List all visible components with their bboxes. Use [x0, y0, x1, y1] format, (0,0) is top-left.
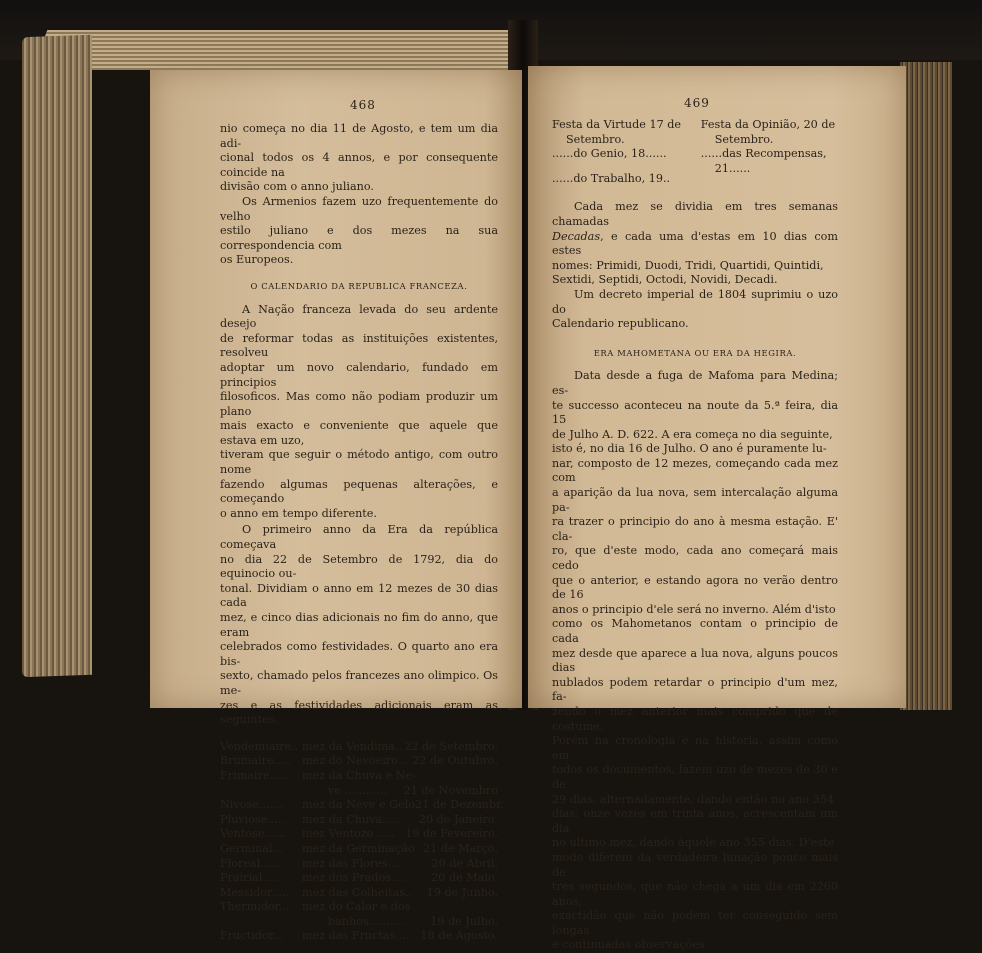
month-meaning: mez da Chuva e Ne-	[302, 768, 416, 782]
text-line: estilo juliano e dos mezes na sua correspondencia com	[220, 224, 498, 252]
text-line: como os Mahometanos contam o principio de cada	[552, 617, 838, 645]
month-row	[220, 900, 498, 915]
month-name-and-meaning	[220, 871, 405, 886]
month-name-and-meaning	[220, 842, 415, 857]
month-name: Prairial......	[220, 871, 284, 885]
month-meaning: mez das Fructas....	[302, 929, 410, 943]
text-line: tiveram que seguir o método antigo, com outro nome	[220, 448, 498, 477]
month-start-date: 19 de Julho.	[430, 914, 498, 928]
month-row	[220, 929, 498, 944]
month-name-and-meaning	[220, 784, 387, 799]
text-line: te successo aconteceu na noute da 5.ª feira, dia 15	[552, 398, 838, 427]
month-start-date: 18 de Agosto.	[420, 929, 498, 943]
month-name-and-meaning	[220, 827, 395, 842]
month-start-date: 21 de Dezembr.	[415, 798, 504, 812]
text-line: exactidão que não podem ter conseguido sem longas	[552, 909, 838, 937]
text-line: ......do Genio, 18......	[552, 147, 667, 161]
month-meaning: ve ............	[328, 783, 388, 797]
month-meaning: banhos..........	[328, 914, 405, 928]
month-meaning: mez Ventozo .....	[302, 827, 395, 841]
text-line: mais exacto e conveniente que aquele que estava em uzo,	[220, 419, 498, 447]
month-row	[220, 871, 498, 886]
text-line: no dia 22 de Setembro de 1792, dia do equinocio ou-	[220, 552, 498, 581]
text-line: nublados podem retardar o principio d'um mez, fa-	[552, 675, 838, 704]
text-line: o anno em tempo diferente.	[220, 506, 377, 520]
text-line: Calendario republicano.	[552, 317, 689, 331]
text-line: tres segundos, que não chega a um dia em 2260 anos,	[552, 880, 838, 908]
month-meaning: mez da Chuva.....	[302, 812, 400, 826]
month-start-date: 22 de Outubro.	[412, 754, 498, 768]
month-name: Ventose......	[220, 827, 286, 841]
month-meaning: mez da Neve e Gelo	[302, 798, 416, 812]
right-page-body	[552, 118, 838, 953]
month-name: Floreal......	[220, 856, 282, 870]
month-start-date: 20 de Janeiro.	[418, 812, 498, 826]
text-line: e continuadas observações.	[552, 938, 709, 952]
month-row	[220, 827, 498, 842]
month-name: Messidor.....	[220, 885, 289, 899]
month-start-date: 22 de Setembro.	[404, 739, 498, 753]
month-meaning: mez das Colheitas..	[302, 885, 413, 899]
month-name-and-meaning	[220, 900, 410, 915]
month-row	[220, 842, 498, 857]
hegira-paragraph	[552, 369, 838, 953]
text-line: Festa da Virtude 17 de	[552, 118, 682, 131]
text-line: Cada mez se dividia em tres semanas chamadas	[552, 200, 838, 228]
month-row	[220, 784, 498, 799]
text-line: Data desde a fuga de Mafoma para Medina; es-	[552, 369, 838, 397]
left-page-body	[220, 122, 504, 944]
text-line: filosoficos. Mas como não podiam produzir um plano	[220, 390, 498, 418]
text-line: isto é, no dia 16 de Julho. O ano é puramente lu-	[552, 442, 827, 456]
month-name: Frimaire.....	[220, 768, 288, 782]
month-meaning: mez da Germinação	[302, 841, 415, 855]
text-line: ra trazer o principio do ano à mesma estação. E' cla-	[552, 515, 838, 543]
decadas-paragraph	[552, 200, 838, 331]
festivals-column-left	[552, 118, 689, 186]
text-line: de Julho A. D. 622. A era começa no dia seguinte,	[552, 427, 833, 441]
month-name-and-meaning	[220, 740, 402, 755]
text-line: 21......	[714, 161, 751, 175]
month-start-date: 19 de Fevereiro.	[405, 827, 498, 841]
text-line: nio começa no dia 11 de Agosto, e tem um dia adi-	[220, 122, 498, 150]
text-line: fazendo algumas pequenas alterações, e começando	[220, 477, 498, 506]
month-start-date: 21 de Março.	[423, 841, 498, 855]
text-line: O primeiro anno da Era da república começava	[220, 523, 498, 552]
text-line: nar, composto de 12 mezes, começando cada mez com	[552, 456, 838, 485]
text-line: zes e as festividades adicionais eram as seguintes.	[220, 698, 498, 727]
text-line: sexto, chamado pelos francezes ano olimpico. Os me-	[220, 669, 498, 697]
text-line: zendo o mez anterior mais comprido que de costume.	[552, 704, 838, 733]
month-name-and-meaning	[220, 929, 410, 944]
month-name-and-meaning	[220, 769, 416, 784]
month-name-and-meaning	[220, 886, 412, 901]
text-line: a aparição da lua nova, sem intercalação alguma pa-	[552, 486, 838, 514]
month-row	[220, 915, 498, 930]
month-name: Thermidor...	[220, 900, 290, 914]
text-line: ......do Trabalho, 19..	[552, 171, 671, 185]
page-block-top-edge	[33, 30, 528, 70]
french-calendar-paragraph-1	[220, 303, 498, 522]
month-name-and-meaning	[220, 915, 404, 930]
month-name: Vendemiaire..	[220, 739, 299, 753]
month-start-date: 21 de Novembro	[403, 783, 498, 797]
month-start-date: 19 de Junho.	[426, 885, 498, 899]
text-line: Setembro.	[566, 132, 625, 146]
text-line: adoptar um novo calendario, fundado em principios	[220, 360, 498, 389]
month-name-and-meaning	[220, 798, 415, 813]
text-line: no último mez, dando àquele ano 355 dias. D'este	[552, 836, 835, 850]
month-row	[220, 769, 498, 784]
month-row	[220, 754, 498, 769]
text-line: que o anterior, e estando agora no verão dentro de 16	[552, 573, 838, 602]
text-line: ......das Recompensas,	[700, 147, 827, 161]
month-name: Pluviose.....	[220, 812, 286, 826]
month-row	[220, 857, 498, 872]
month-meaning: mez do Nevoeiro ..	[302, 754, 409, 768]
text-line: dias: onze vezes em trinta anos, acrescentam um dia	[552, 807, 838, 835]
text-line: Decadas, e cada uma d'estas em 10 dias com estes	[552, 229, 838, 258]
text-line: mez, e cinco dias adicionais no fim do anno, que eram	[220, 611, 498, 639]
republican-months-list	[220, 739, 504, 944]
month-name: Brumaire.....	[220, 754, 292, 768]
text-line: 29 dias, alternadamente, dando então no ano 354	[552, 792, 834, 806]
festivals-list	[552, 118, 838, 186]
text-line: modo diferem da verdadeira lunação pouco mais de	[552, 850, 838, 879]
text-line: anos o principio d'ele será no inverno. Além d'isto	[552, 602, 836, 616]
month-row	[220, 813, 498, 828]
left-page-number: 468	[350, 98, 376, 112]
month-meaning: mez das Flores....	[302, 856, 402, 870]
month-row	[220, 886, 498, 901]
text-line: ro, que d'este modo, cada ano começará mais cedo	[552, 544, 838, 573]
text-line: tonal. Dividiam o anno em 12 mezes de 30 dias cada	[220, 581, 498, 610]
text-line: Um decreto imperial de 1804 suprimiu o uzo do	[552, 287, 838, 316]
intro-paragraph	[220, 122, 498, 195]
month-row	[220, 798, 504, 813]
month-name-and-meaning	[220, 857, 402, 872]
text-line: Os Armenios fazem uzo frequentemente do velho	[220, 194, 498, 223]
right-page	[528, 66, 906, 952]
text-line: cional todos os 4 annos, e por consequente coincide na	[220, 151, 498, 179]
text-line: Porém na cronologia e na historia, assim como em	[552, 734, 838, 762]
month-meaning: mez dos Prados....	[302, 871, 406, 885]
month-name: Nivose.......	[220, 798, 284, 812]
month-meaning: mez do Calor e dos	[302, 900, 411, 914]
month-name: Germinal...	[220, 841, 284, 855]
text-line: Setembro.	[714, 132, 774, 146]
month-name: Fructidor...	[220, 929, 284, 943]
text-line: divisão com o anno juliano.	[220, 180, 374, 194]
text-line: celebrados como festividades. O quarto ano era bis-	[220, 640, 498, 668]
left-page	[150, 70, 522, 943]
text-line: A Nação franceza levada do seu ardente desejo	[220, 302, 498, 331]
section-heading-hegira: ERA MAHOMETANA OU ERA DA HEGIRA.	[593, 347, 797, 358]
section-heading-french-calendar: O CALENDARIO DA REPUBLICA FRANCEZA.	[250, 280, 468, 291]
text-line: nomes: Primidi, Duodi, Tridi, Quartidi, Quintidi,	[552, 258, 824, 272]
month-start-date: 20 de Maio.	[431, 871, 498, 885]
text-line: Festa da Opinião, 20 de	[700, 118, 836, 131]
text-line: de reformar todas as instituições existentes, resolveu	[220, 331, 498, 360]
french-calendar-paragraph-2	[220, 523, 498, 727]
month-name-and-meaning	[220, 813, 400, 828]
armenios-paragraph	[220, 195, 498, 268]
month-start-date: 20 de Abril.	[431, 856, 498, 870]
text-line: Sextidi, Septidi, Octodi, Novidi, Decadi.	[552, 273, 778, 287]
page-block-right-edge	[900, 62, 952, 710]
month-name-and-meaning	[220, 754, 409, 769]
text-line: todos os documentos, fazem uzo de mezes de 30 e de	[552, 763, 838, 791]
text-line: os Europeos.	[220, 253, 294, 267]
month-meaning: mez da Vendima..	[302, 739, 403, 753]
right-page-number: 469	[684, 96, 710, 110]
festivals-column-right	[701, 118, 838, 186]
page-block-left-edge	[22, 35, 92, 677]
text-line: mez desde que aparece a lua nova, alguns poucos dias	[552, 646, 838, 675]
month-row	[220, 740, 498, 755]
